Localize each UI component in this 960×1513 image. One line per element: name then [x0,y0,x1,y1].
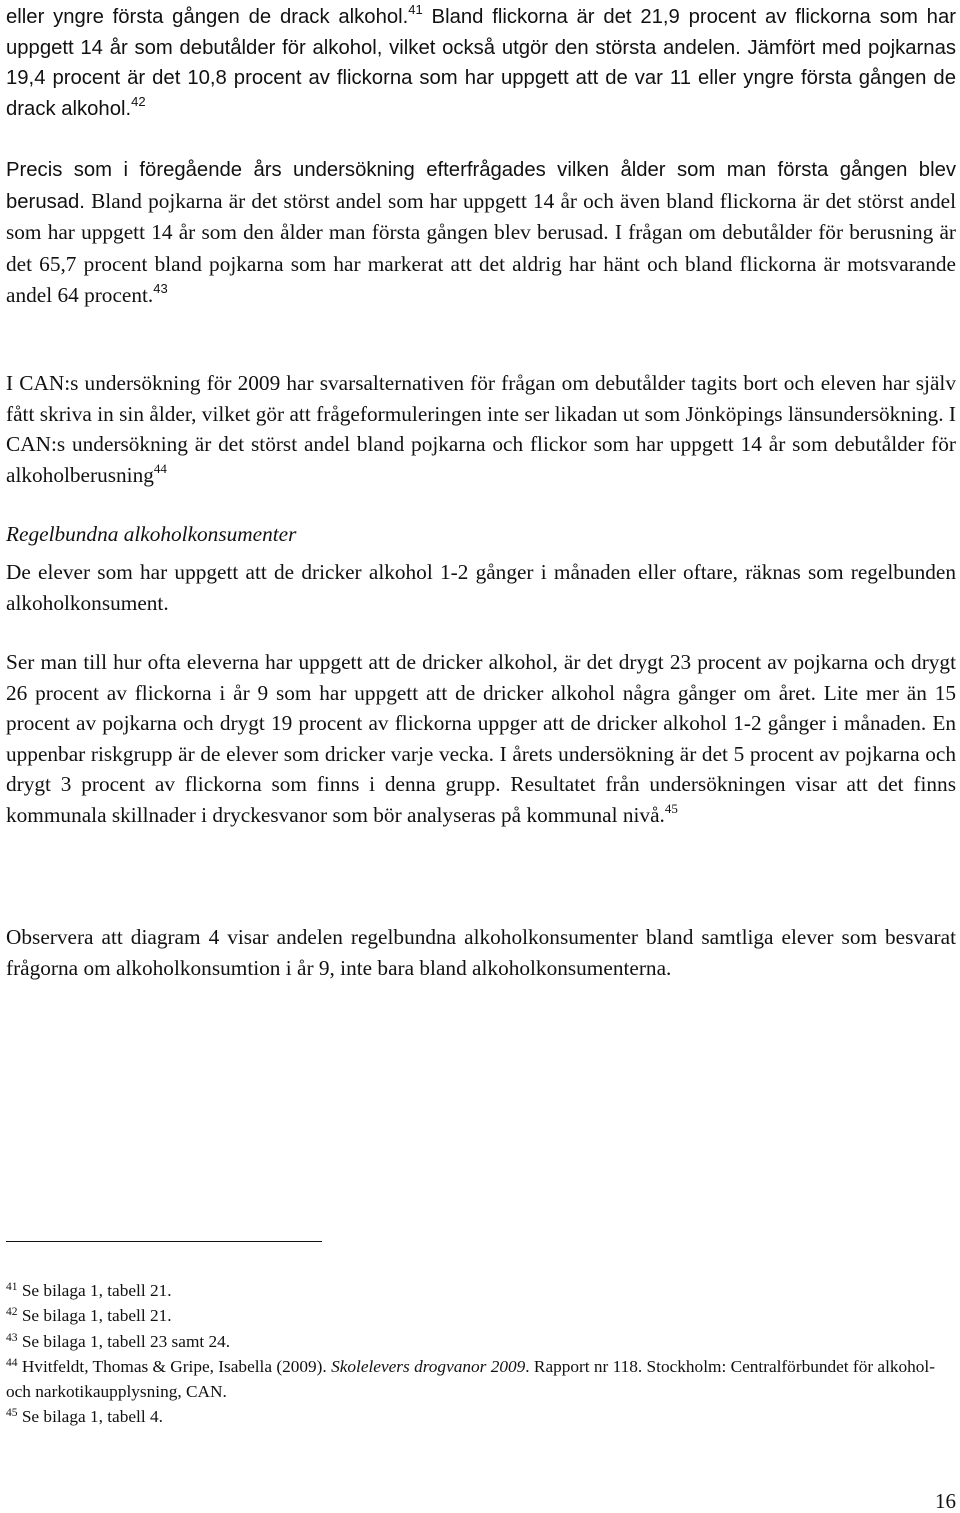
footnote-number: 41 [6,1281,18,1293]
text: eller yngre första gången de drack alkohol. [6,6,409,28]
paragraph-diagram-note: Observera att diagram 4 visar andelen regelbundna alkoholkonsumenter bland samtliga elever som besvarat frågorna om alkoholkonsumtion i år 9, inte bara bland alkoholkonsumenterna. [6,925,956,980]
footnote-number: 45 [6,1407,18,1420]
paragraph-debut-intoxication [6,155,956,312]
report-title: Skolelevers drogvanor 2009 [331,1356,526,1376]
footnote-text: Se bilaga 1, tabell 21. [17,1306,172,1326]
paragraph-definition: De elever som har uppgett att de dricker alkohol 1-2 gånger i månaden eller oftare, räknas som regelbunden alkoholkonsument. [6,560,956,615]
footnote-ref-43[interactable]: 43 [153,281,168,296]
footnote-text: Se bilaga 1, tabell 21. [17,1281,172,1300]
footnote-separator [6,1241,322,1242]
footnote-text: Se bilaga 1, tabell 23 samt 24. [17,1331,231,1351]
footnote-45 [6,1404,956,1429]
footnote-ref-42[interactable]: 42 [131,93,146,109]
section-heading: Regelbundna alkoholkonsumenter [6,522,297,546]
text: Bland pojkarna är det störst andel som har uppgett 14 år och även bland flickorna är det störst andel som har uppgett 14 år som den ålder man första gången blev berusad. [6,188,956,244]
page-number: 16 [935,1489,956,1513]
footnote-number: 44 [6,1356,18,1369]
text: Ser man till hur ofta eleverna har uppgett att de dricker alkohol, är det drygt 23 procent av pojkarna och drygt 26 procent av flickorna i år 9 som har uppgett att de dricker alkohol några gånger om året. Lite mer än 15 procent av pojkarna och drygt 19 procent av flickorna uppger att de dricker alkohol 1-2 gånger i månaden. En uppenbar riskgrupp är de elever som dricker varje vecka. I årets undersökning är det 5 procent av pojkarna och drygt 3 procent av flickorna som finns i denna grupp. Resultatet från undersökningen visar att det finns kommunala skillnader i dryckesvanor som bör analyseras på kommunal nivå. [6,650,956,827]
footnote-ref-45[interactable]: 45 [664,800,678,816]
text: Bland flickorna är det 21,9 procent av flickorna som har uppgett 14 år som debutålder för alkohol, vilket också utgör den största andelen. Jämfört med pojkarnas 19,4 procent är det 10,8 procent av flickorna som har uppgett att de var 11 eller yngre första gången de drack alkohol. [6,6,956,120]
footnotes [6,1278,956,1430]
paragraph-drinking-frequency [6,647,956,830]
paragraph-debut-alcohol [6,2,956,124]
footnote-number: 43 [6,1331,18,1344]
footnote-44 [6,1354,956,1405]
paragraph-can-survey [6,368,956,490]
footnote-text: Hvitfeldt, Thomas & Gripe, Isabella (2009). [17,1356,332,1376]
footnote-ref-44[interactable]: 44 [153,460,167,476]
text: I frågan om debutålder för berusning är det 65,7 procent bland pojkarna som har markerat att det aldrig har hänt och bland flickorna är motsvarande andel 64 procent. [6,220,956,307]
footnote-42 [6,1303,956,1328]
footnote-ref-41[interactable]: 41 [408,2,423,17]
text: I CAN:s undersökning för 2009 har svarsalternativen för frågan om debutålder tagits bort och eleven har själv fått skriva in sin ålder, vilket gör att frågeformuleringen inte ser likadan ut som Jönköpings länsundersökning. I CAN:s undersökning är det störst andel bland pojkarna och flickor som har uppgett 14 år som debutålder för alkoholberusning [6,371,956,487]
footnote-text: Se bilaga 1, tabell 4. [17,1407,163,1427]
footnote-43 [6,1329,956,1354]
footnote-text: . Rapport nr 118. Stockholm: Centralförbundet för alkohol- och narkotikaupplysning, CAN. [6,1356,935,1402]
footnote-number: 42 [6,1306,18,1319]
text: Precis som i föregående års undersökning efterfrågades vilken ålder som man första gången blev berusad. [6,159,956,213]
footnote-41 [6,1278,956,1303]
